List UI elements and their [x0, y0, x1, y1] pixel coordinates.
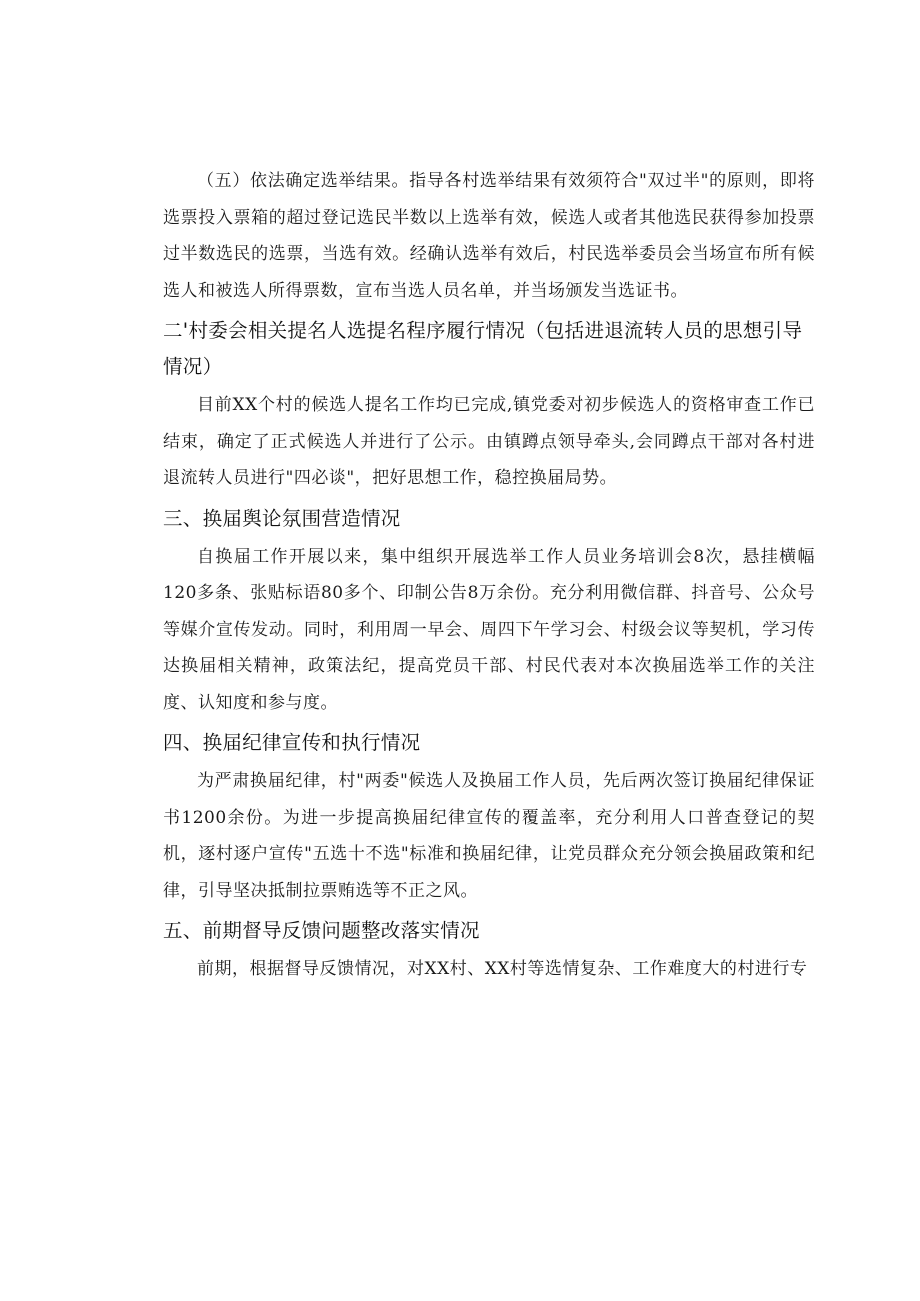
section-5-paragraph: （五）依法确定选举结果。指导各村选举结果有效须符合"双过半"的原则，即将选票投入票箱的超过登记选民半数以上选举有效，候选人或者其他选民获得参加投票过半数选民的选票，当选有效。经确认选举有效后，村民选举委员会当场宣布所有候选人和被选人所得票数，宣布当选人员名单，并当场颁发当选证书。 [163, 171, 815, 301]
document-body [163, 163, 815, 988]
paragraph-2: 目前XX个村的候选人提名工作均已完成,镇党委对初步候选人的资格审查工作已结束，确定了正式候选人并进行了公示。由镇蹲点领导牵头,会同蹲点干部对各村进退流转人员进行"四必谈"，把好思想工作，稳控换届局势。 [163, 395, 815, 488]
paragraph-3: 自换届工作开展以来，集中组织开展选举工作人员业务培训会8次，悬挂横幅120多条、张贴标语80多个、印制公告8万余份。充分利用微信群、抖音号、公众号等媒介宣传发动。同时，利用周一早会、周四下午学习会、村级会议等契机，学习传达换届相关精神，政策法纪，提高党员干部、村民代表对本次换届选举工作的关注度、认知度和参与度。 [163, 546, 815, 713]
paragraph-4: 为严肃换届纪律，村"两委"候选人及换届工作人员，先后两次签订换届纪律保证书1200余份。为进一步提高换届纪律宣传的覆盖率，充分利用人口普查登记的契机，逐村逐户宣传"五选十不选"标准和换届纪律，让党员群众充分领会换届政策和纪律，引导坚决抵制拉票贿选等不正之风。 [163, 771, 815, 901]
paragraph-5: 前期，根据督导反馈情况，对XX村、XX村等选情复杂、工作难度大的村进行专 [197, 959, 808, 979]
heading-3: 三、换届舆论氛围营造情况 [163, 506, 401, 530]
heading-4: 四、换届纪律宣传和执行情况 [163, 731, 421, 754]
heading-5: 五、前期督导反馈问题整改落实情况 [163, 919, 480, 942]
heading-2: 二'村委会相关提名人选提名程序履行情况（包括进退流转人员的思想引导情况） [163, 319, 803, 378]
